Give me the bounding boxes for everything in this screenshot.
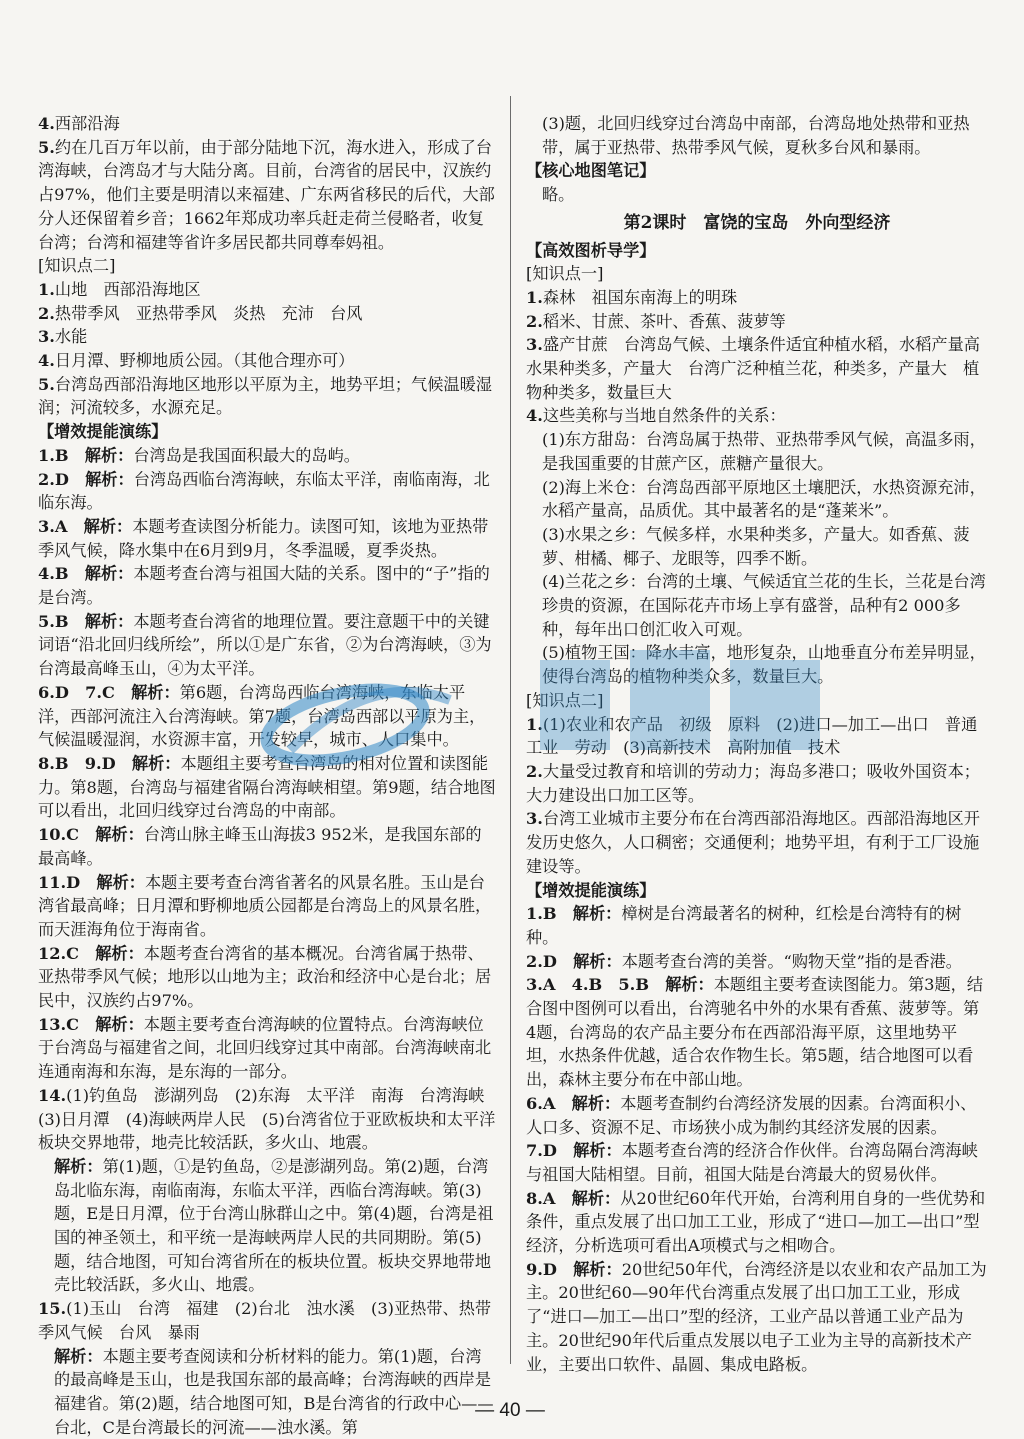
answer-item [38, 468, 496, 515]
list-item [38, 136, 496, 255]
section-heading: 【增效提能演练】 [526, 880, 656, 900]
section-heading: 【核心地图笔记】 [526, 161, 656, 181]
analysis-label: 解析： [54, 1156, 103, 1176]
item-number: 3. [38, 327, 55, 347]
list-item [526, 333, 997, 404]
analysis-label: 解析： [95, 943, 144, 963]
list-item [38, 112, 496, 136]
section-heading: 【高效图析导学】 [526, 240, 656, 260]
answer-text: (1)玉山 台湾 福建 (2)台北 浊水溪 (3)亚热带、热带季风气候 台风 暴雨 [38, 1299, 492, 1342]
answer-key: 1.B [526, 904, 557, 924]
answer-key: 3.A 4.B 5.B [526, 975, 649, 995]
paragraph-text: (3)水果之乡：气候多样，水果种类多，产量大。如香蕉、菠萝、柑橘、椰子、龙眼等，四季不断。 [542, 524, 970, 568]
indented-paragraph [526, 476, 988, 523]
answer-item [526, 902, 988, 949]
item-number: 2. [526, 761, 543, 781]
answer-item [38, 681, 496, 752]
answer-key: 6.A [526, 1093, 556, 1113]
answer-item [526, 1187, 988, 1258]
indented-paragraph [526, 112, 988, 159]
answer-key: 1.B [38, 445, 69, 465]
answer-text: 本题主要考查台湾省著名的风景名胜。玉山是台湾省最高峰；日月潭和野柳地质公园都是台湾岛上的风景名胜，而天涯海角位于海南省。 [38, 872, 492, 939]
answer-text: 樟树是台湾最著名的树种，红桧是台湾特有的树种。 [526, 904, 962, 947]
item-text: (1)农业和农产品 初级 原料 (2)进口—加工—出口 普通工业 劳动 (3)高新技术 高附加值 技术 [526, 714, 978, 758]
analysis-label: 解析： [84, 445, 134, 465]
knowledge-point-label: [知识点二] [38, 256, 116, 276]
answer-text: 本题主要考查台湾海峡的位置特点。台湾海峡位于台湾岛与福建省之间，北回归线穿过其中南部。台湾海峡南北连通南海和东海，是东海的一部分。 [38, 1014, 492, 1082]
analysis-label: 解析： [571, 1093, 621, 1113]
answer-item [38, 942, 496, 1013]
analysis-label: 解析： [84, 611, 134, 631]
list-item [526, 760, 988, 807]
analysis-label: 解析： [572, 904, 622, 924]
analysis-label: 解析： [95, 1014, 144, 1034]
knowledge-point-label: [知识点一] [526, 264, 604, 284]
indented-paragraph [526, 428, 988, 475]
answer-text: 本题考查制约台湾经济发展的因素。台湾面积小、人口多、资源不足、市场狭小成为制约其经济发展的因素。 [526, 1093, 977, 1137]
answer-text: 从20世纪60年代开始，台湾利用自身的一些优势和条件，重点发展了出口加工工业，形成了“进口—加工—出口”型经济，分析选项可看出A项模式与之相吻合。 [526, 1188, 986, 1256]
item-text: 约在几百万年以前，由于部分陆地下沉，海水进入，形成了台湾海峡，台湾岛才与大陆分离。目前，台湾省的居民中，汉族约占97%，他们主要是明清以来福建、广东两省移民的后代，大部分人还保留着乡音；1662年郑成功率兵赶走荷兰侵略者，收复台湾；台湾和福建等省许多居民都共同尊奉妈祖。 [38, 137, 495, 252]
answer-text: 本题考查台湾的经济合作伙伴。台湾岛隔台湾海峡与祖国大陆相望。目前，祖国大陆是台湾最大的贸易伙伴。 [526, 1141, 978, 1184]
answer-key: 10.C [38, 825, 80, 845]
item-number: 5. [38, 137, 55, 157]
answer-item [38, 871, 496, 942]
item-text: 热带季风 亚热带季风 炎热 充沛 台风 [54, 303, 363, 323]
answer-item [38, 1013, 496, 1084]
answer-text: 本题考查台湾省的基本概况。台湾省属于热带、亚热带季风气候；地形以山地为主；政治和经济中心是台北；居民中，汉族约占97%。 [38, 943, 492, 1011]
answer-item [526, 1258, 988, 1377]
answer-text: (1)钓鱼岛 澎湖列岛 (2)东海 太平洋 南海 台湾海峡 (3)日月潭 (4)海峡两岸人民 (5)台湾省位于亚欧板块和太平洋板块交界地带，地壳比较活跃，多火山、地震。 [38, 1085, 501, 1153]
right-column [526, 112, 997, 1376]
answer-item [526, 950, 988, 974]
column-divider [510, 96, 511, 1364]
list-item [38, 302, 496, 326]
answer-key: 2.D [526, 951, 557, 971]
item-number: 4. [38, 351, 55, 371]
answer-item [526, 1139, 988, 1186]
answer-item [526, 1092, 988, 1139]
list-item [526, 404, 988, 428]
paragraph-text: (1)东方甜岛：台湾岛属于热带、亚热带季风气候，高温多雨，是我国重要的甘蔗产区，蔗糖产量很大。 [542, 430, 986, 473]
indented-paragraph [526, 183, 988, 207]
analysis-label: 解析： [131, 753, 181, 773]
list-item [38, 325, 496, 349]
answer-text: 本题组主要考查台湾岛的相对位置和读图能力。第8题，台湾岛与福建省隔台湾海峡相望。第9题，结合地图可以看出，北回归线穿过台湾岛的中南部。 [38, 753, 496, 821]
answer-key: 8.A [526, 1188, 556, 1208]
analysis-label: 解析： [96, 872, 145, 892]
answer-text: 本题考查读图分析能力。读图可知，该地为亚热带季风气候，降水集中在6月到9月，冬季温暖，夏季炎热。 [38, 516, 489, 560]
list-item [526, 713, 988, 760]
paragraph-text: (5)植物王国：降水丰富，地形复杂，山地垂直分布差异明显，使得台湾岛的植物种类众多，数量巨大。 [542, 643, 986, 687]
item-number: 1. [526, 714, 543, 734]
analysis-label: 解析： [95, 825, 144, 845]
list-item [526, 310, 988, 334]
answer-text: 台湾岛是我国面积最大的岛屿。 [133, 445, 360, 465]
answer-text: 台湾岛西临台湾海峡，东临太平洋，南临南海，北临东海。 [38, 469, 490, 513]
analysis-label: 解析： [571, 1188, 621, 1208]
list-item [38, 373, 496, 420]
item-text: 大量受过教育和培训的劳动力；海岛多港口；吸收外国资本；大力建设出口加工区等。 [526, 761, 980, 805]
item-number: 3. [526, 809, 543, 829]
lesson-title: 第2课时 富饶的宝岛 外向型经济 [623, 212, 891, 233]
indented-paragraph [526, 570, 988, 641]
answer-key: 2.D [38, 469, 69, 489]
answer-key: 8.B 9.D [38, 753, 116, 773]
answer-key: 11.D [38, 872, 81, 892]
answer-key: 13.C [38, 1014, 80, 1034]
answer-key: 9.D [526, 1259, 557, 1279]
analysis-label: 解析： [665, 975, 714, 995]
knowledge-point-label: [知识点二] [526, 690, 604, 710]
item-number: 2. [526, 311, 543, 331]
item-text: 盛产甘蔗 台湾岛气候、土壤条件适宜种植水稻，水稻产量高 水果种类多，产量大 台湾广泛种植兰花，种类多，产量大 植物种类多，数量巨大 [526, 335, 997, 402]
answer-item [38, 610, 496, 681]
answer-item [38, 515, 496, 562]
answer-text: 本题考查台湾与祖国大陆的关系。图中的“子”指的是台湾。 [38, 564, 490, 608]
answer-item [38, 823, 496, 870]
answer-key: 15. [38, 1299, 67, 1319]
section-heading: 【增效提能演练】 [38, 422, 168, 442]
paragraph-text: 第(1)题，①是钓鱼岛，②是澎湖列岛。第(2)题，台湾岛北临东海，南临南海，东临太平洋，西临台湾海峡。第(3)题，E是日月潭，位于台湾山脉群山之中。第(4)题，台湾是祖国的神圣领土，和平统一是海峡两岸人民的共同期盼。第(5)题，结合地图，可知台湾省所在的板块位置。板块交界地带地壳比较活跃，多火山、地震。 [54, 1156, 494, 1295]
list-item [526, 286, 988, 310]
answer-item [38, 1084, 501, 1155]
left-column [38, 112, 501, 1439]
answer-key: 3.A [38, 516, 68, 536]
item-text: 西部沿海 [54, 114, 120, 133]
answer-key: 4.B [38, 564, 69, 584]
item-text: 森林 祖国东南海上的明珠 [542, 287, 738, 307]
indented-paragraph [526, 641, 988, 688]
answer-text: 台湾山脉主峰玉山海拔3 952米，是我国东部的最高峰。 [38, 825, 482, 868]
analysis-label: 解析： [131, 682, 180, 702]
answer-item [38, 752, 496, 823]
paragraph-text: 本题主要考查阅读和分析材料的能力。第(1)题，台湾的最高峰是玉山，也是我国东部的最高峰；台湾海峡的西岸是福建省。第(2)题，结合地图可知，B是台湾省的行政中心——台北，C是台湾最长的河流——浊水溪。第 [54, 1346, 494, 1437]
item-text: 水能 [54, 327, 88, 347]
answer-item [526, 973, 988, 1092]
answer-key: 6.D 7.C [38, 682, 115, 702]
list-item [526, 807, 988, 878]
answer-item [38, 562, 496, 609]
indented-paragraph [38, 1345, 496, 1439]
item-number: 1. [38, 279, 55, 299]
answer-key: 7.D [526, 1141, 557, 1161]
item-number: 5. [38, 374, 55, 394]
answer-text: 本题组主要考查读图能力。第3题，结合图中图例可以看出，台湾驰名中外的水果有香蕉、菠萝等。第4题，台湾岛的农产品主要分布在西部沿海平原，这里地势平坦，水热条件优越，适合农作物生长。第5题，结合地图可以看出，森林主要分布在中部山地。 [526, 975, 984, 1090]
item-text: 山地 西部沿海地区 [54, 279, 201, 299]
answer-item [38, 444, 496, 468]
analysis-label: 解析： [83, 516, 133, 536]
list-item [38, 349, 496, 373]
item-number: 3. [526, 335, 543, 355]
answer-text: 第6题，台湾岛西临台湾海峡，东临太平洋，西部河流注入台湾海峡。第7题，台湾岛西部以平原为主，气候温暖湿润，水资源丰富，开发较早，城市、人口集中。 [38, 682, 486, 750]
item-text: 台湾岛西部沿海地区地形以平原为主，地势平坦；气候温暖湿润；河流较多，水源充足。 [38, 374, 492, 418]
item-number: 2. [38, 303, 55, 323]
item-text: 台湾工业城市主要分布在台湾西部沿海地区。西部沿海地区开发历史悠久，人口稠密；交通便利；地势平坦，有利于工厂设施建设等。 [526, 809, 980, 876]
list-item [38, 278, 496, 302]
analysis-label: 解析： [84, 564, 134, 584]
item-number: 4. [526, 406, 543, 426]
answer-text: 本题考查台湾省的地理位置。要注意题干中的关键词语“沿北回归线所绘”，所以①是广东省，②为台湾海峡，③为台湾最高峰玉山，④为太平洋。 [38, 611, 492, 679]
indented-paragraph [526, 523, 988, 570]
item-text: 稻米、甘蔗、茶叶、香蕉、菠萝等 [542, 311, 786, 331]
answer-text: 本题考查台湾的美誉。“购物天堂”指的是香港。 [621, 951, 962, 971]
paragraph-text: (3)题，北回归线穿过台湾岛中南部，台湾岛地处热带和亚热带，属于亚热带、热带季风气候，夏秋多台风和暴雨。 [542, 114, 970, 157]
analysis-label: 解析： [85, 469, 134, 489]
analysis-label: 解析： [54, 1346, 103, 1366]
answer-item [38, 1297, 496, 1344]
page-number: — 40 — [475, 1400, 545, 1421]
item-text: 日月潭、野柳地质公园。（其他合理亦可） [54, 351, 355, 371]
answer-key: 14. [38, 1085, 67, 1105]
analysis-label: 解析： [573, 1141, 622, 1161]
answer-key: 12.C [38, 943, 80, 963]
answer-key: 5.B [38, 611, 69, 631]
item-number: 4. [38, 114, 55, 133]
item-number: 1. [526, 287, 543, 307]
indented-paragraph [38, 1155, 496, 1297]
paragraph-text: 略。 [542, 185, 575, 205]
analysis-label: 解析： [573, 951, 622, 971]
paragraph-text: (2)海上米仓：台湾岛西部平原地区土壤肥沃，水热资源充沛，水稻产量高，品质优。其中最著名的是“蓬莱米”。 [542, 477, 986, 521]
item-text: 这些美称与当地自然条件的关系： [542, 406, 786, 426]
paragraph-text: (4)兰花之乡：台湾的土壤、气候适宜兰花的生长，兰花是台湾珍贵的资源，在国际花卉市场上享有盛誉，品种有2 000多种，每年出口创汇收入可观。 [542, 572, 986, 639]
answer-text: 20世纪50年代，台湾经济是以农业和农产品加工为主。20世纪60—90年代台湾重点发展了出口加工工业，形成了“进口—加工—出口”型的经济，工业产品以普通工业产品为主。20世纪90年代后重点发展以电子工业为主导的高新技术产业，主要出口软件、晶圆、集成电路板。 [526, 1259, 987, 1374]
analysis-label: 解析： [573, 1259, 622, 1279]
